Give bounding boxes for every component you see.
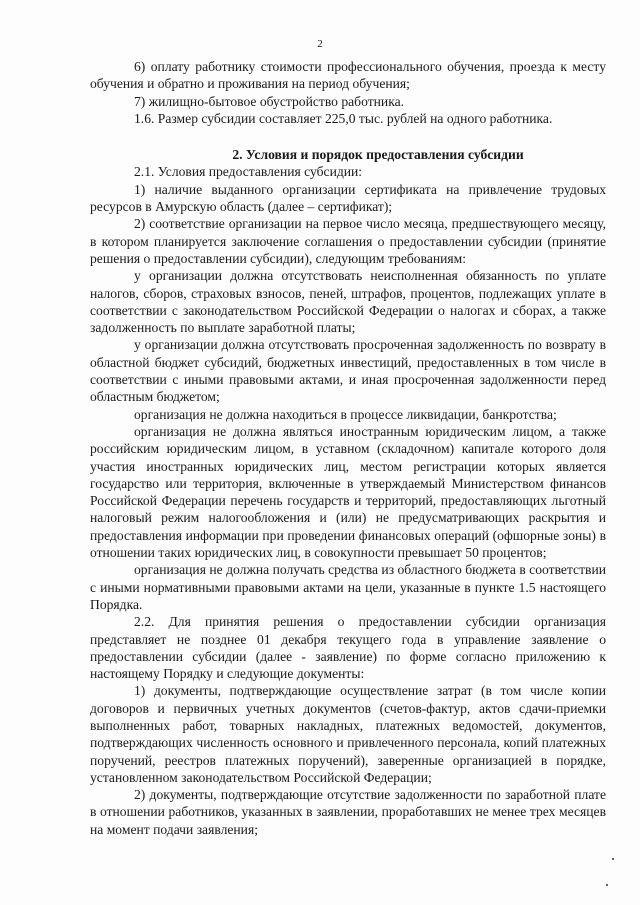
paragraph-document-1-costs: 1) документы, подтверждающие осуществление затрат (в том числе копии договоров и первичных учетных документов (счетов-фактур, актов сдачи-приемки выполненных работ, товарных накладных, платежных ведомостей, документов, подтверждающих численность основного и привлеченного персонала, копий платежных поручений, реестров платежных поручений), заверенные организацией в порядке, установленном законодательством Российской Федерации; xyxy=(90,683,606,785)
paragraph-requirement-liquidation: организация не должна находиться в процессе ликвидации, банкротства; xyxy=(134,406,557,422)
paragraph-requirement-overdue-debt: у организации должна отсутствовать просроченная задолженность по возврату в областной бюджет субсидий, бюджетных инвестиций, предоставленных в том числе в соответствии с иными правовыми актами, и иная просроченная задолженности перед областным бюджетом; xyxy=(90,337,606,405)
document-body xyxy=(90,58,606,838)
page-number: 2 xyxy=(317,38,323,50)
paragraph-7-housing: 7) жилищно-бытовое обустройство работника. xyxy=(134,93,405,109)
paragraph-requirement-foreign-entity: организация не должна являться иностранным юридическим лицом, а также российским юридическим лицом, в уставном (складочном) капитале которого доля участия иностранных юридических лиц, местом регистрации которых является государство или территория, включенные в утверждаемый Министерством финансов Российской Федерации перечень государств и территорий, предоставляющих льготный налоговый режим налогообложения и (или) не предусматривающих раскрытия и предоставления информации при проведении финансовых операций (офшорные зоны) в отношении таких юридических лиц, в совокупности превышает 50 процентов; xyxy=(90,423,606,561)
scan-speck xyxy=(606,884,608,886)
paragraph-1-6-subsidy-amount: 1.6. Размер субсидии составляет 225,0 тыс. рублей на одного работника. xyxy=(134,110,553,126)
paragraph-document-2-wages: 2) документы, подтверждающие отсутствие задолженности по заработной плате в отношении работников, указанных в заявлении, проработавших не менее трех месяцев на момент подачи заявления; xyxy=(90,787,606,837)
paragraph-condition-1-certificate: 1) наличие выданного организации сертификата на привлечение трудовых ресурсов в Амурскую область (далее – сертификат); xyxy=(90,181,606,215)
section-heading: 2. Условия и порядок предоставления субсидии xyxy=(232,147,524,163)
paragraph-requirement-taxes: у организации должна отсутствовать неисполненная обязанность по уплате налогов, сборов, страховых взносов, пеней, штрафов, процентов, подлежащих уплате в соответствии с законодательством Российской Федерации о налогах и сборах, а также задолженность по выплате заработной платы; xyxy=(90,268,606,336)
scan-speck xyxy=(612,858,614,860)
paragraph-2-2-application: 2.2. Для принятия решения о предоставлении субсидии организация представляет не позднее 01 декабря текущего года в управление заявление о предоставлении субсидии (далее - заявление) по форме согласно приложению к настоящему Порядку и следующие документы: xyxy=(90,614,606,682)
paragraph-condition-2-requirements: 2) соответствие организации на первое число месяца, предшествующего месяцу, в котором планируется заключение соглашения о предоставлении субсидии (принятие решения о предоставлении субсидии), следующим требованиям: xyxy=(90,216,606,266)
paragraph-requirement-other-funds: организация не должна получать средства из областного бюджета в соответствии с иными нормативными правовыми актами на цели, указанные в пункте 1.5 настоящего Порядка. xyxy=(90,562,606,612)
paragraph-6-training-costs: 6) оплату работнику стоимости профессионального обучения, проезда к месту обучения и обратно и проживания на период обучения; xyxy=(90,59,606,92)
paragraph-2-1-conditions: 2.1. Условия предоставления субсидии: xyxy=(134,164,363,180)
